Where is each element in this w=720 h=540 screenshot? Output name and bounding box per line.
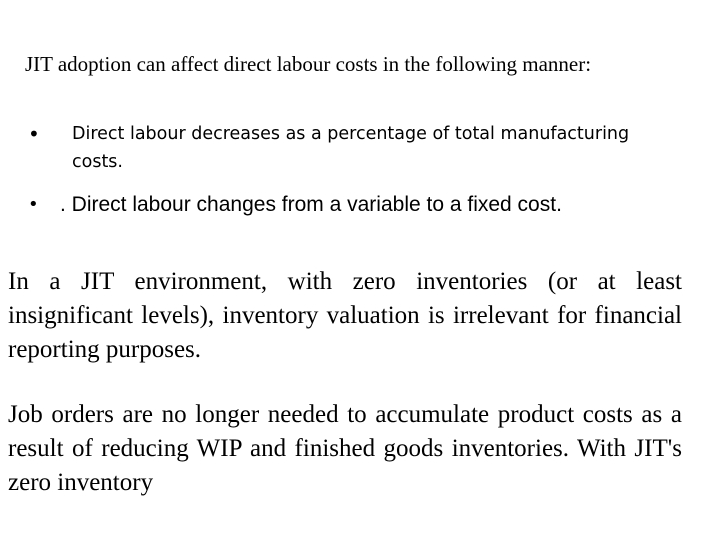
bullet-marker: • xyxy=(28,194,39,215)
paragraph-job-orders: Job orders are no longer needed to accumulate product costs as a result of reducing WIP and finished goods inventories. With JIT's zero inventory xyxy=(8,401,682,496)
intro-text: JIT adoption can affect direct labour costs in the following manner: xyxy=(25,52,592,76)
bullet-text-line-1: Direct labour decreases as a percentage of total manufacturing xyxy=(72,124,630,144)
bullet-text: . Direct labour changes from a variable to a fixed cost. xyxy=(60,193,562,216)
paragraph-inventory-valuation: In a JIT environment, with zero inventories (or at least insignificant levels), inventory valuation is irrelevant for financial reporting purposes. xyxy=(8,268,682,363)
bullet-marker: • xyxy=(28,122,40,146)
bullet-text-line-2: costs. xyxy=(72,152,123,172)
bullet-text xyxy=(72,120,712,176)
